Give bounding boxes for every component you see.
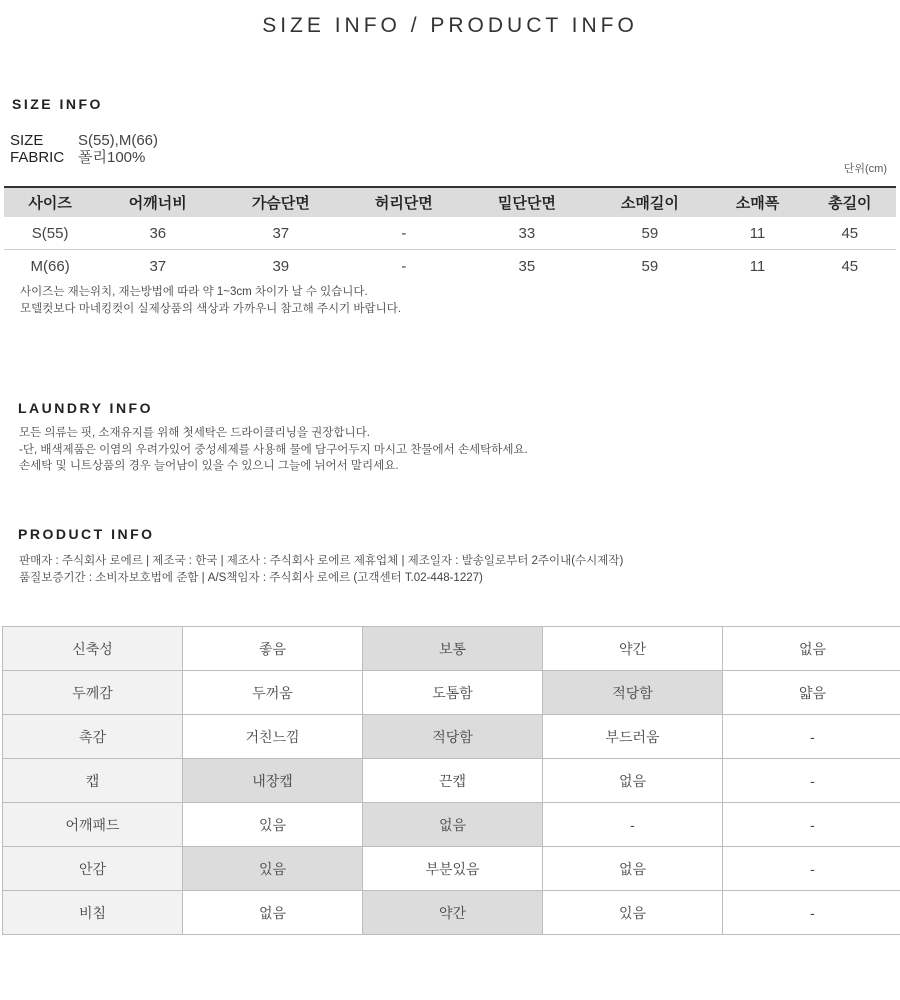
unit-label: 단위(cm) xyxy=(843,163,887,175)
size-value: S(55),M(66) xyxy=(78,132,159,149)
size-spec-row xyxy=(10,132,158,149)
table-cell: 33 xyxy=(465,217,588,250)
table-cell: - xyxy=(342,217,465,250)
property-row xyxy=(3,803,900,847)
property-option: 좋음 xyxy=(183,627,363,671)
size-table xyxy=(4,186,896,282)
property-label: 어깨패드 xyxy=(3,803,183,847)
table-row xyxy=(4,217,896,250)
property-option: 있음 xyxy=(183,803,363,847)
column-header: 가슴단면 xyxy=(219,187,342,217)
property-option: 얇음 xyxy=(723,671,900,715)
table-row xyxy=(4,250,896,283)
size-table-header xyxy=(4,187,896,217)
table-cell: 37 xyxy=(149,257,167,275)
property-option: 없음 xyxy=(183,891,363,935)
product-info-heading: PRODUCT INFO xyxy=(18,526,155,542)
property-row xyxy=(3,759,900,803)
size-notes xyxy=(20,284,401,317)
property-label: 비침 xyxy=(3,891,183,935)
table-cell: 36 xyxy=(96,217,219,250)
size-label: SIZE xyxy=(10,132,44,149)
laundry-notes xyxy=(19,425,528,475)
table-cell: 39 xyxy=(272,257,290,275)
property-row xyxy=(3,671,900,715)
property-option: 약간 xyxy=(543,627,723,671)
note-line: 모델컷보다 마네킹컷이 실제상품의 색상과 가까우니 참고해 주시기 바랍니다. xyxy=(20,302,402,315)
property-option-selected: 있음 xyxy=(183,847,363,891)
property-option: 있음 xyxy=(543,891,723,935)
note-line: 판매자 : 주식회사 로에르 | 제조국 : 한국 | 제조사 : 주식회사 로에르 제휴업체 | 제조일자 : 발송일로부터 2주이내(수시제작) xyxy=(19,555,624,567)
property-label: 안감 xyxy=(3,847,183,891)
table-cell: 35 xyxy=(518,257,536,275)
fabric-spec-row xyxy=(10,149,158,166)
property-option: 없음 xyxy=(723,627,900,671)
property-option: - xyxy=(723,891,900,935)
column-header: 사이즈 xyxy=(4,187,96,217)
size-info-heading: SIZE INFO xyxy=(12,96,103,112)
property-label: 신축성 xyxy=(3,627,183,671)
property-option: - xyxy=(723,803,900,847)
page-title: SIZE INFO / PRODUCT INFO xyxy=(262,14,638,37)
table-cell: 45 xyxy=(841,257,859,275)
property-option: 없음 xyxy=(543,759,723,803)
property-option: 두꺼움 xyxy=(183,671,363,715)
column-header: 소매길이 xyxy=(588,187,711,217)
table-cell: M(66) xyxy=(30,257,70,275)
property-option: - xyxy=(723,847,900,891)
note-line: -단, 배색제품은 이염의 우려가있어 중성세제를 사용해 물에 담구어두지 마시고 찬물에서 손세탁하세요. xyxy=(19,443,528,456)
table-cell: - xyxy=(401,257,407,275)
note-line: 손세탁 및 니트상품의 경우 늘어남이 있을 수 있으니 그늘에 뉘어서 말리세요. xyxy=(19,460,399,472)
table-cell: 59 xyxy=(588,217,711,250)
column-header: 허리단면 xyxy=(342,187,465,217)
property-label: 캡 xyxy=(3,759,183,803)
note-line: 모든 의류는 핏, 소재유지를 위해 첫세탁은 드라이클리닝을 권장합니다. xyxy=(19,427,370,439)
property-option: 없음 xyxy=(543,847,723,891)
property-option-selected: 보통 xyxy=(363,627,543,671)
property-option-selected: 약간 xyxy=(363,891,543,935)
property-option: 부분있음 xyxy=(363,847,543,891)
table-cell: 45 xyxy=(804,217,896,250)
property-label: 두께감 xyxy=(3,671,183,715)
property-option: - xyxy=(723,715,900,759)
property-row xyxy=(3,627,900,671)
laundry-info-heading: LAUNDRY INFO xyxy=(18,400,153,416)
property-option-selected: 내장캡 xyxy=(183,759,363,803)
property-option: 끈캡 xyxy=(363,759,543,803)
table-cell: 11 xyxy=(711,217,803,250)
spec-block xyxy=(10,132,158,166)
product-properties-table xyxy=(2,626,900,935)
table-cell: 11 xyxy=(749,257,766,275)
note-line: 사이즈는 재는위치, 재는방법에 따라 약 1~3cm 차이가 날 수 있습니다. xyxy=(20,286,368,298)
property-option-selected: 적당함 xyxy=(363,715,543,759)
table-cell: 37 xyxy=(219,217,342,250)
column-header: 밑단단면 xyxy=(465,187,588,217)
property-option: 거친느낌 xyxy=(183,715,363,759)
fabric-value: 폴리100% xyxy=(78,149,146,166)
property-option: - xyxy=(543,803,723,847)
fabric-label: FABRIC xyxy=(10,149,65,166)
column-header: 소매폭 xyxy=(711,187,803,217)
table-cell: S(55) xyxy=(4,217,96,250)
property-row xyxy=(3,847,900,891)
property-option: 부드러움 xyxy=(543,715,723,759)
table-cell: 59 xyxy=(641,257,659,275)
column-header: 총길이 xyxy=(804,187,896,217)
property-row xyxy=(3,891,900,935)
property-option: 도톰함 xyxy=(363,671,543,715)
property-option-selected: 없음 xyxy=(363,803,543,847)
note-line: 품질보증기간 : 소비자보호법에 준함 | A/S책임자 : 주식회사 로에르 (고객센터 T.02-448-1227) xyxy=(19,571,483,584)
property-row xyxy=(3,715,900,759)
property-option-selected: 적당함 xyxy=(543,671,723,715)
column-header: 어깨너비 xyxy=(96,187,219,217)
property-label: 촉감 xyxy=(3,715,183,759)
property-option: - xyxy=(723,759,900,803)
product-notes xyxy=(19,553,623,586)
